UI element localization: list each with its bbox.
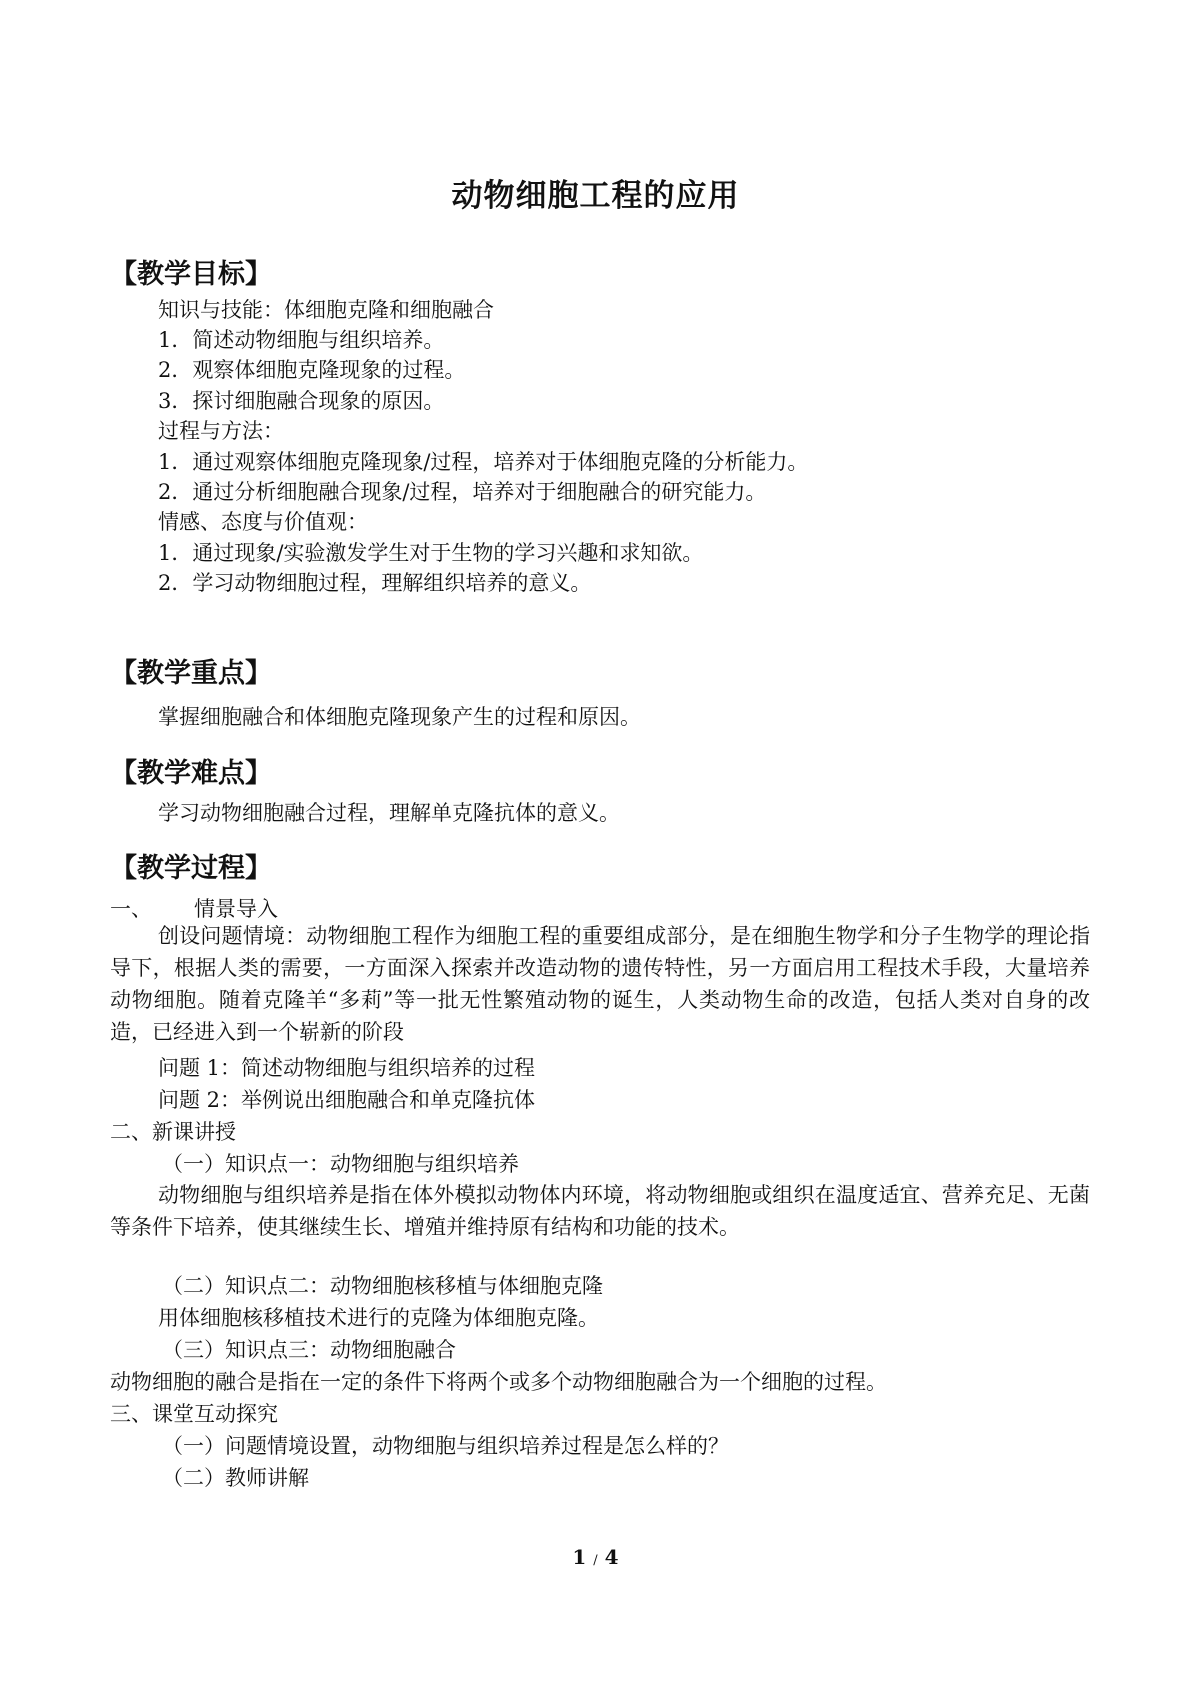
objectives-heading: 【教学目标】: [110, 259, 272, 290]
section-three-item-a: （一）问题情境设置，动物细胞与组织培养过程是怎么样的？: [162, 1434, 729, 1458]
question-two: 问题 2：举例说出细胞融合和单克隆抗体: [158, 1088, 536, 1112]
objective-line: 知识与技能：体细胞克隆和细胞融合: [158, 298, 494, 322]
knowledge-point-one-title: （一）知识点一：动物细胞与组织培养: [162, 1152, 519, 1176]
objective-line: 1．简述动物细胞与组织培养。: [158, 328, 445, 352]
page-current: 1: [572, 1545, 587, 1569]
question-one: 问题 1：简述动物细胞与组织培养的过程: [158, 1056, 536, 1080]
objective-line: 过程与方法：: [158, 419, 284, 443]
document-title: 动物细胞工程的应用: [451, 178, 740, 214]
knowledge-point-two-title: （二）知识点二：动物细胞核移植与体细胞克隆: [162, 1274, 603, 1298]
objective-line: 1．通过观察体细胞克隆现象/过程，培养对于体细胞克隆的分析能力。: [158, 450, 809, 474]
objective-line: 情感、态度与价值观：: [158, 510, 368, 534]
knowledge-point-three-text: 动物细胞的融合是指在一定的条件下将两个或多个动物细胞融合为一个细胞的过程。: [110, 1370, 887, 1394]
difficulties-text: 学习动物细胞融合过程，理解单克隆抗体的意义。: [158, 801, 620, 825]
objective-line: 3．探讨细胞融合现象的原因。: [158, 389, 445, 413]
section-one-number: 一、: [110, 897, 152, 921]
page-separator: /: [593, 1553, 598, 1568]
knowledge-point-two-text: 用体细胞核移植技术进行的克隆为体细胞克隆。: [158, 1306, 599, 1330]
process-heading: 【教学过程】: [110, 853, 272, 884]
section-three-item-b: （二）教师讲解: [162, 1466, 309, 1490]
intro-paragraph: 创设问题情境：动物细胞工程作为细胞工程的重要组成部分，是在细胞生物学和分子生物学的理论指导下，根据人类的需要，一方面深入探索并改造动物的遗传特性，另一方面启用工程技术手段，大量培养动物细胞。随着克隆羊“多莉”等一批无性繁殖动物的诞生，人类动物生命的改造，包括人类对自身的改造，已经进入到一个崭新的阶段: [110, 924, 1090, 1044]
key-points-heading: 【教学重点】: [110, 658, 272, 689]
objective-line: 2．观察体细胞克隆现象的过程。: [158, 358, 466, 382]
knowledge-point-one-paragraph: 动物细胞与组织培养是指在体外模拟动物体内环境，将动物细胞或组织在温度适宜、营养充足、无菌等条件下培养，使其继续生长、增殖并维持原有结构和功能的技术。: [110, 1183, 1090, 1239]
key-points-text: 掌握细胞融合和体细胞克隆现象产生的过程和原因。: [158, 705, 641, 729]
page-total: 4: [604, 1545, 619, 1569]
section-one-title: 情景导入: [194, 897, 278, 921]
objective-line: 2．学习动物细胞过程，理解组织培养的意义。: [158, 571, 592, 595]
objective-line: 2．通过分析细胞融合现象/过程，培养对于细胞融合的研究能力。: [158, 480, 767, 504]
page-number: [0, 1545, 1191, 1569]
section-two-title: 二、新课讲授: [110, 1120, 236, 1144]
objective-line: 1．通过现象/实验激发学生对于生物的学习兴趣和求知欲。: [158, 541, 704, 565]
section-three-title: 三、课堂互动探究: [110, 1402, 278, 1426]
knowledge-point-three-title: （三）知识点三：动物细胞融合: [162, 1338, 456, 1362]
difficulties-heading: 【教学难点】: [110, 758, 272, 789]
